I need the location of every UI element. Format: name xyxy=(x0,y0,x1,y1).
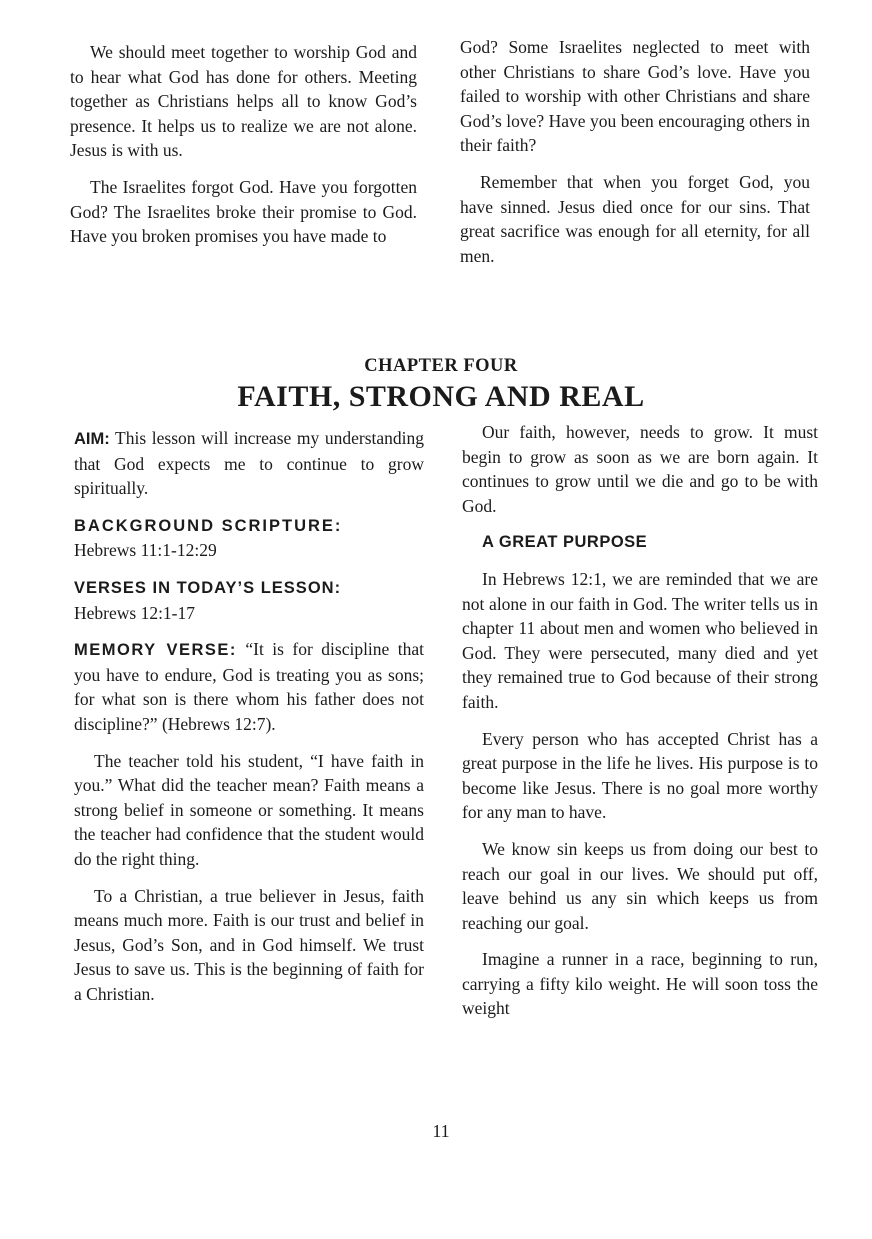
paragraph: In Hebrews 12:1, we are reminded that we are not alone in our faith in God. The writer tells us in chapter 11 about men and women who believed in God. They were persecuted, many died and yet they remained true to God because of their strong faith. xyxy=(462,568,818,712)
verses-text: Hebrews 12:1-17 xyxy=(74,602,196,623)
paragraph: The Israelites forgot God. Have you forgotten God? The Israelites broke their promise to God. Have you broken promises you have made to xyxy=(70,176,417,247)
chapter-label: CHAPTER FOUR xyxy=(364,356,518,376)
page-number: 11 xyxy=(432,1121,450,1141)
paragraph: The teacher told his student, “I have faith in you.” What did the teacher mean? Faith means a strong belief in someone or something. It means the teacher had confidence that the student would do the right thing. xyxy=(74,750,424,869)
background-scripture-text: Hebrews 11:1-12:29 xyxy=(74,540,217,561)
paragraph: Imagine a runner in a race, beginning to run, carrying a fifty kilo weight. He will soon toss the weight xyxy=(462,949,818,1019)
verses-block xyxy=(74,575,424,625)
memory-verse-text: “It is for discipline that you have to endure, God is treating you as sons; for what son is there whom his father does not discipline?” (Hebrews 12:7). xyxy=(74,639,425,734)
background-scripture-block xyxy=(74,513,424,563)
top-left-column xyxy=(70,40,417,261)
paragraph: God? Some Israelites neglected to meet with other Christians to share God’s love. Have you failed to worship with other Christians and share God’s love? Have you been encouraging others in their faith? xyxy=(460,37,810,156)
memory-verse-label: MEMORY VERSE: xyxy=(74,641,237,660)
background-scripture-label: BACKGROUND SCRIPTURE: xyxy=(74,516,343,535)
verses-label: VERSES IN TODAY’S LESSON: xyxy=(74,578,342,597)
chapter-title: FAITH, STRONG AND REAL xyxy=(237,380,645,413)
aim-label: AIM: xyxy=(74,430,110,448)
paragraph: Remember that when you forget God, you have sinned. Jesus died once for our sins. That great sacrifice was enough for all eternity, for all men. xyxy=(460,171,810,266)
bottom-left-column xyxy=(74,426,424,1018)
paragraph: We should meet together to worship God and to hear what God has done for others. Meeting together as Christians helps all to know God’s presence. It helps us to realize we are not alone. Jesus is with us. xyxy=(70,42,417,161)
bottom-right-column xyxy=(462,420,818,1033)
memory-verse-block xyxy=(74,637,424,736)
aim-text: This lesson will increase my understanding that God expects me to continue to grow spiritually. xyxy=(74,428,424,499)
section-heading: A GREAT PURPOSE xyxy=(482,533,648,552)
top-right-column xyxy=(460,35,810,280)
paragraph: We know sin keeps us from doing our best to reach our goal in our lives. We should put off, leave behind us any sin which keeps us from reaching our goal. xyxy=(462,838,818,933)
paragraph: To a Christian, a true believer in Jesus, faith means much more. Faith is our trust and belief in Jesus, God’s Son, and in God himself. We trust Jesus to save us. This is the beginning of faith for a Christian. xyxy=(74,885,424,1004)
aim-block xyxy=(74,426,424,501)
paragraph: Every person who has accepted Christ has a great purpose in the life he lives. His purpose is to become like Jesus. There is no goal more worthy for any man to have. xyxy=(462,728,818,823)
paragraph: Our faith, however, needs to grow. It must begin to grow as soon as we are born again. It continues to grow until we die and go to be with God. xyxy=(462,422,818,516)
